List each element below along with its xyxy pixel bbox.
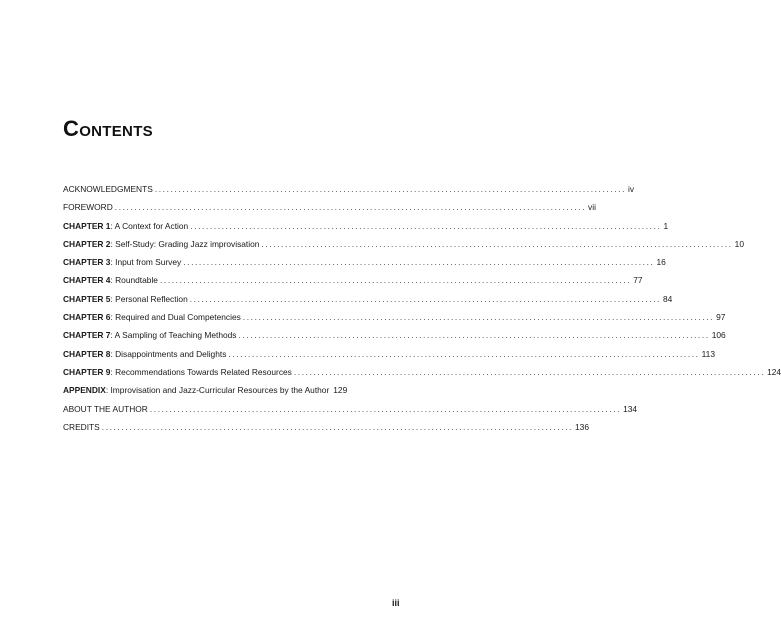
entry-title: [63, 217, 188, 235]
entry-title: [63, 253, 181, 271]
toc-entry: [63, 418, 589, 436]
entry-title: [63, 381, 329, 399]
dot-leader: ........................................................................................................................: [261, 238, 733, 249]
entry-name: : A Sampling of Teaching Methods: [110, 330, 237, 341]
entry-title: [63, 180, 153, 198]
entry-page-number: 113: [701, 348, 715, 359]
dot-leader: ........................................................................................................................: [149, 403, 622, 414]
dot-leader: ........................................................................................................................: [154, 184, 627, 194]
toc-entry: [63, 180, 635, 198]
entry-title: [63, 198, 113, 216]
entry-name: : Roundtable: [110, 275, 158, 286]
entry-title: [63, 400, 148, 418]
entry-name: CREDITS: [63, 421, 100, 432]
page-number: iii: [392, 598, 400, 608]
entry-name: : Input from Survey: [110, 257, 182, 268]
entry-name: : Personal Reflection: [110, 293, 188, 304]
toc-entry: [63, 217, 669, 235]
dot-leader: ........................................................................................................................: [238, 330, 710, 341]
toc-entry: [63, 235, 744, 253]
entry-name: : Recommendations Towards Related Resources: [110, 366, 292, 377]
toc-entry: [63, 326, 726, 344]
toc-entry: [63, 363, 781, 381]
entry-title: [63, 235, 259, 253]
entry-page-number: 10: [734, 238, 744, 249]
entry-page-number: 1: [663, 220, 669, 231]
entry-page-number: 136: [575, 421, 589, 432]
entry-title: [63, 363, 292, 381]
entry-page-number: 124: [767, 366, 781, 377]
entry-name: ACKNOWLEDGMENTS: [63, 184, 153, 194]
entry-name: : Required and Dual Competencies: [110, 312, 241, 323]
toc-entry: [63, 271, 643, 289]
entry-label: CHAPTER 2: [63, 238, 111, 249]
entry-title: [63, 418, 100, 436]
entry-page-number: 97: [716, 312, 726, 323]
entry-page-number: vii: [588, 202, 596, 213]
entry-label: CHAPTER 8: [63, 348, 111, 359]
toc-entry: [63, 345, 715, 363]
entry-label: CHAPTER 4: [63, 275, 111, 286]
entry-title: [63, 308, 241, 326]
page-title: Contents: [63, 116, 153, 141]
dot-leader: ........................................................................................................................: [242, 312, 715, 323]
entry-label: CHAPTER 5: [63, 293, 111, 304]
dot-leader: ........................................................................................................................: [159, 275, 632, 286]
entry-page-number: 77: [633, 275, 643, 286]
toc-entry: [63, 290, 673, 308]
entry-title: [63, 326, 236, 344]
entry-title: [63, 345, 226, 363]
entry-label: CHAPTER 3: [63, 257, 111, 268]
dot-leader: ........................................................................................................................: [228, 348, 700, 359]
entry-name: FOREWORD: [63, 202, 113, 213]
dot-leader: ........................................................................................................................: [293, 366, 766, 377]
entry-label: CHAPTER 6: [63, 312, 111, 323]
entry-page-number: 129: [333, 385, 348, 396]
dot-leader: ........................................................................................................................: [114, 202, 587, 213]
dot-leader: ........................................................................................................................: [190, 220, 662, 231]
entry-label: APPENDIX: [63, 385, 106, 396]
toc-entry: [63, 308, 726, 326]
toc-entry: [63, 253, 666, 271]
entry-name: ABOUT THE AUTHOR: [63, 403, 148, 414]
entry-label: CHAPTER 1: [63, 220, 111, 231]
toc-entry: [63, 198, 596, 216]
entry-page-number: 106: [711, 330, 726, 341]
toc-entry: [63, 400, 638, 418]
entry-page-number: 16: [656, 257, 666, 268]
entry-label: CHAPTER 7: [63, 330, 111, 341]
entry-name: : Self-Study: Grading Jazz improvisation: [110, 238, 260, 249]
entry-page-number: 84: [662, 293, 673, 304]
entry-title: [63, 271, 158, 289]
entry-name: : A Context for Action: [110, 220, 189, 231]
entry-label: CHAPTER 9: [63, 366, 111, 377]
dot-leader: ........................................................................................................................: [183, 257, 655, 268]
entry-name: : Improvisation and Jazz-Curricular Resources by the Author: [105, 385, 330, 396]
entry-page-number: iv: [628, 184, 635, 194]
entry-title: [63, 290, 188, 308]
entry-name: : Disappointments and Delights: [110, 348, 227, 359]
toc-entry: [63, 381, 346, 399]
dot-leader: ........................................................................................................................: [101, 421, 573, 432]
table-of-contents: [63, 180, 781, 436]
dot-leader: ........................................................................................................................: [189, 293, 661, 304]
entry-page-number: 134: [623, 403, 638, 414]
